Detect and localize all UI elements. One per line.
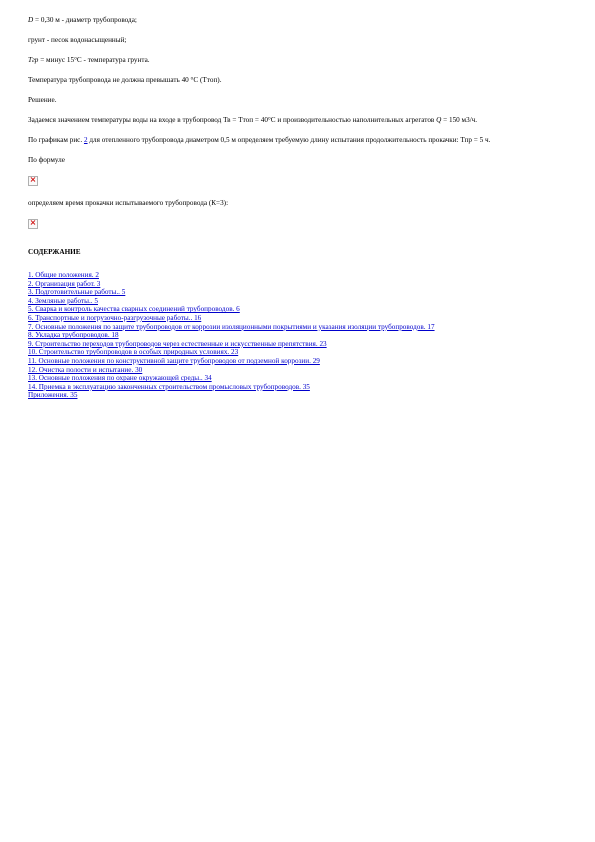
- soil-line: грунт - песок водонасыщенный;: [28, 36, 127, 44]
- toc-heading: СОДЕРЖАНИЕ: [28, 248, 81, 256]
- toc-link[interactable]: 10. Строительство трубопроводов в особых природных условиях. 23: [28, 348, 239, 357]
- solution-heading: Решение.: [28, 96, 57, 104]
- toc-link[interactable]: 13. Основные положения по охране окружающей среды.. 34: [28, 374, 212, 383]
- table-of-contents: [28, 271, 568, 400]
- toc-link[interactable]: 7. Основные положения по защите трубопроводов от коррозии изоляционными покрытиями и указания изоляции трубопроводов. 17: [28, 322, 435, 331]
- toc-link[interactable]: 5. Сварка и контроль качества сварных соединений трубопроводов. 6: [28, 305, 240, 314]
- soil-temperature-text: = минус 15°С - температура грунта.: [38, 56, 150, 64]
- toc-link[interactable]: 2. Организация работ. 3: [28, 279, 101, 288]
- given-text: Задаемся значением температуры воды на входе в трубопровод Тв = Ттоп = 40°С и производительностью наполнительных агрегатов: [28, 116, 437, 124]
- document-page: [28, 16, 568, 400]
- graph-text-end: для отепленного трубопровода диаметром 0,5 м определяем требуемую длину испытания продолжительность прокачки: Тпр = 5 ч.: [87, 136, 491, 144]
- flow-variable: Q: [436, 116, 442, 124]
- toc-link[interactable]: 8. Укладка трубопроводов. 18: [28, 331, 119, 340]
- time-definition-line: определяем время прокачки испытываемого трубопровода (К=3):: [28, 199, 229, 207]
- given-values-paragraph: [28, 116, 568, 125]
- toc-link[interactable]: 6. Транспортные и погрузочно-разгрузочные работы.. 16: [28, 313, 202, 322]
- formula-line: По формуле: [28, 156, 65, 164]
- toc-link[interactable]: 4. Земляные работы.. 5: [28, 296, 98, 305]
- toc-link[interactable]: 3. Подготовительные работы.. 5: [28, 288, 126, 297]
- soil-temperature-line: [28, 56, 568, 65]
- toc-link[interactable]: 12. Очистка полости и испытание. 30: [28, 365, 143, 374]
- toc-link[interactable]: 9. Строительство переходов трубопроводов через естественные и искусственные препятствия. 23: [28, 339, 327, 348]
- diameter-line: [28, 16, 568, 25]
- broken-image-icon: ×: [29, 175, 37, 184]
- pipe-temperature-line: Температура трубопровода не должна превышать 40 °С (Ттоп).: [28, 76, 222, 84]
- graph-text: По графикам рис.: [28, 136, 84, 144]
- diameter-text: = 0,30 м - диаметр трубопровода;: [33, 16, 137, 24]
- given-text-end: = 150 м3/ч.: [441, 116, 478, 124]
- diameter-variable: D: [28, 16, 34, 24]
- figure-link[interactable]: 2: [83, 136, 88, 144]
- toc-link[interactable]: Приложения. 35: [28, 391, 78, 400]
- toc-link[interactable]: 1. Общие положения. 2: [28, 271, 99, 279]
- toc-link[interactable]: 14. Приемка в эксплуатацию законченных строительством промысловых трубопроводов. 35: [28, 382, 310, 391]
- graph-paragraph: [28, 136, 568, 145]
- soil-temperature-variable: Тгр: [28, 56, 39, 64]
- broken-image-icon: ×: [29, 218, 37, 227]
- toc-link[interactable]: 11. Основные положения по конструктивной защите трубопроводов от подземной коррозии. 29: [28, 356, 320, 365]
